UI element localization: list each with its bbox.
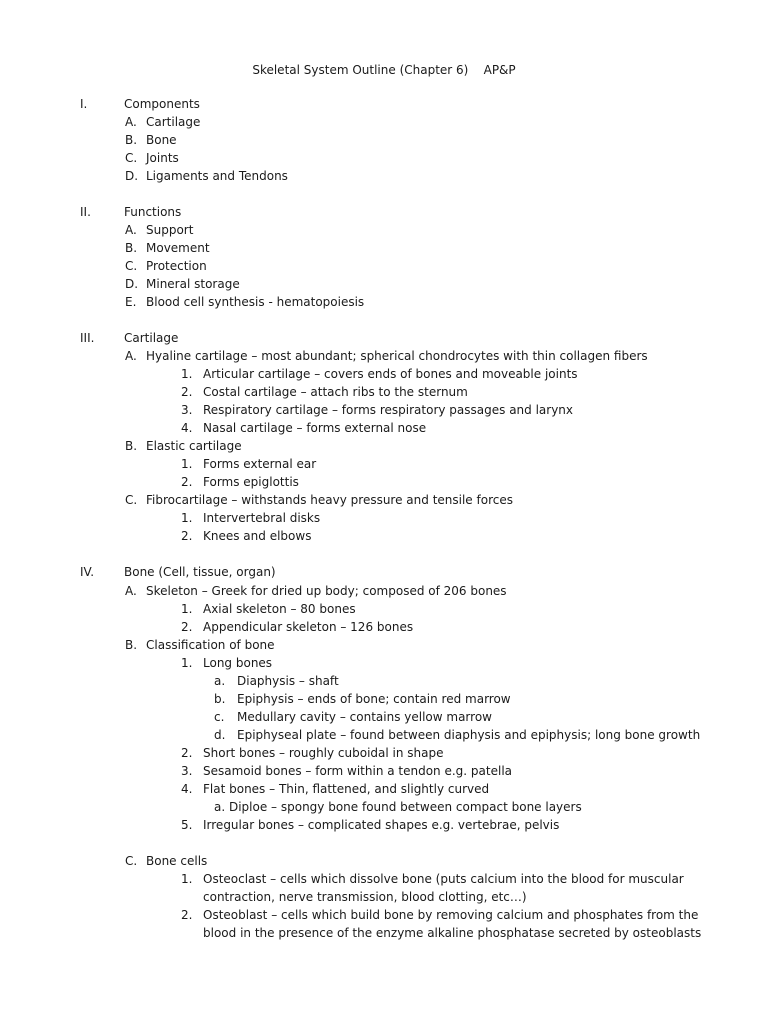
item-text: Elastic cartilage bbox=[146, 439, 242, 453]
list-item bbox=[181, 600, 356, 618]
list-item-continuation: contraction, nerve transmission, blood clotting, etc…) bbox=[203, 890, 527, 904]
section-numeral: II. bbox=[80, 205, 91, 219]
item-text: Intervertebral disks bbox=[203, 511, 321, 525]
list-item bbox=[181, 455, 316, 473]
item-text: Short bones – roughly cuboidal in shape bbox=[203, 746, 444, 760]
item-text: Axial skeleton – 80 bones bbox=[203, 602, 356, 616]
list-item bbox=[125, 167, 288, 185]
item-text: Classification of bone bbox=[146, 638, 275, 652]
item-text: Mineral storage bbox=[146, 277, 240, 291]
list-item bbox=[181, 473, 299, 491]
item-marker: B. bbox=[125, 638, 138, 652]
item-text: Costal cartilage – attach ribs to the sternum bbox=[203, 385, 468, 399]
list-item bbox=[125, 113, 200, 131]
section-heading bbox=[80, 95, 200, 113]
list-item bbox=[181, 816, 559, 834]
list-item bbox=[181, 509, 320, 527]
list-item bbox=[125, 257, 207, 275]
item-marker: 3. bbox=[181, 764, 193, 778]
list-item bbox=[125, 852, 207, 870]
list-item: a. Diploe – spongy bone found between compact bone layers bbox=[214, 800, 582, 814]
section-title: Cartilage bbox=[124, 331, 179, 345]
item-text: Epiphyseal plate – found between diaphysis and epiphysis; long bone growth bbox=[237, 728, 701, 742]
item-text: Protection bbox=[146, 259, 207, 273]
item-marker: 1. bbox=[181, 367, 193, 381]
item-marker: d. bbox=[214, 728, 226, 742]
item-marker: C. bbox=[125, 854, 138, 868]
item-text: Appendicular skeleton – 126 bones bbox=[203, 620, 414, 634]
item-text: Hyaline cartilage – most abundant; spherical chondrocytes with thin collagen fibers bbox=[146, 349, 648, 363]
item-text: Medullary cavity – contains yellow marrow bbox=[237, 710, 492, 724]
list-item bbox=[214, 708, 492, 726]
section-numeral: I. bbox=[80, 97, 88, 111]
item-marker: C. bbox=[125, 493, 138, 507]
item-marker: 2. bbox=[181, 746, 193, 760]
list-item-continuation: blood in the presence of the enzyme alkaline phosphatase secreted by osteoblasts bbox=[203, 926, 702, 940]
item-text: Skeleton – Greek for dried up body; composed of 206 bones bbox=[146, 584, 507, 598]
list-item bbox=[125, 131, 177, 149]
item-text: Ligaments and Tendons bbox=[146, 169, 288, 183]
section-title: Functions bbox=[124, 205, 182, 219]
item-marker: 2. bbox=[181, 475, 193, 489]
item-text: Osteoblast – cells which build bone by removing calcium and phosphates from the bbox=[203, 908, 699, 922]
list-item bbox=[181, 870, 684, 888]
item-text: Nasal cartilage – forms external nose bbox=[203, 421, 427, 435]
item-marker: 1. bbox=[181, 511, 193, 525]
item-marker: 1. bbox=[181, 457, 193, 471]
list-item bbox=[214, 672, 339, 690]
item-text: Osteoclast – cells which dissolve bone (puts calcium into the blood for muscular bbox=[203, 872, 684, 886]
item-text: Diaphysis – shaft bbox=[237, 674, 339, 688]
item-marker: 4. bbox=[181, 421, 193, 435]
list-item bbox=[181, 527, 311, 545]
page-title: Skeletal System Outline (Chapter 6) AP&P bbox=[252, 63, 516, 77]
list-item bbox=[125, 239, 210, 257]
item-marker: 2. bbox=[181, 385, 193, 399]
item-text: Forms epiglottis bbox=[203, 475, 299, 489]
item-marker: B. bbox=[125, 439, 138, 453]
item-text: Epiphysis – ends of bone; contain red marrow bbox=[237, 692, 511, 706]
list-item bbox=[125, 437, 242, 455]
section-title: Bone (Cell, tissue, organ) bbox=[124, 565, 276, 579]
list-item bbox=[214, 726, 700, 744]
item-text: Cartilage bbox=[146, 115, 201, 129]
item-marker: 4. bbox=[181, 782, 193, 796]
item-text: Blood cell synthesis - hematopoiesis bbox=[146, 295, 365, 309]
item-marker: E. bbox=[125, 295, 137, 309]
list-item bbox=[181, 762, 512, 780]
list-item bbox=[125, 221, 193, 239]
item-marker: A. bbox=[125, 223, 137, 237]
list-item bbox=[125, 347, 648, 365]
list-item bbox=[181, 419, 426, 437]
item-marker: C. bbox=[125, 259, 138, 273]
item-marker: A. bbox=[125, 115, 137, 129]
list-item bbox=[181, 654, 272, 672]
item-text: Joints bbox=[146, 151, 179, 165]
list-item bbox=[125, 149, 179, 167]
section-heading bbox=[80, 563, 276, 581]
item-text: Fibrocartilage – withstands heavy pressure and tensile forces bbox=[146, 493, 513, 507]
list-item bbox=[125, 293, 364, 311]
list-item bbox=[125, 582, 507, 600]
list-item bbox=[181, 744, 444, 762]
item-marker: 3. bbox=[181, 403, 193, 417]
list-item bbox=[181, 365, 578, 383]
list-item bbox=[181, 780, 489, 798]
section-heading bbox=[80, 203, 181, 221]
item-text: Forms external ear bbox=[203, 457, 317, 471]
section-numeral: III. bbox=[80, 331, 95, 345]
item-marker: 2. bbox=[181, 529, 193, 543]
section-title: Components bbox=[124, 97, 200, 111]
item-text: Sesamoid bones – form within a tendon e.g. patella bbox=[203, 764, 512, 778]
item-marker: B. bbox=[125, 241, 138, 255]
section-heading bbox=[80, 329, 178, 347]
item-text: Support bbox=[146, 223, 194, 237]
item-text: Knees and elbows bbox=[203, 529, 312, 543]
item-marker: 2. bbox=[181, 620, 193, 634]
item-text: Respiratory cartilage – forms respiratory passages and larynx bbox=[203, 403, 574, 417]
list-item bbox=[125, 636, 275, 654]
item-marker: 1. bbox=[181, 602, 193, 616]
item-text: Irregular bones – complicated shapes e.g. vertebrae, pelvis bbox=[203, 818, 560, 832]
item-marker: D. bbox=[125, 277, 139, 291]
item-marker: C. bbox=[125, 151, 138, 165]
list-item bbox=[181, 618, 413, 636]
item-marker: b. bbox=[214, 692, 226, 706]
item-text: Bone bbox=[146, 133, 177, 147]
list-item bbox=[214, 690, 511, 708]
item-marker: A. bbox=[125, 349, 137, 363]
list-item bbox=[125, 275, 240, 293]
item-marker: 1. bbox=[181, 872, 193, 886]
list-item bbox=[125, 491, 513, 509]
list-item bbox=[181, 906, 698, 924]
list-item bbox=[181, 401, 573, 419]
item-text: Movement bbox=[146, 241, 210, 255]
section-numeral: IV. bbox=[80, 565, 95, 579]
item-text: Flat bones – Thin, flattened, and slightly curved bbox=[203, 782, 490, 796]
item-marker: a. bbox=[214, 674, 226, 688]
item-text: Articular cartilage – covers ends of bones and moveable joints bbox=[203, 367, 578, 381]
item-marker: B. bbox=[125, 133, 138, 147]
item-marker: 5. bbox=[181, 818, 193, 832]
item-marker: 1. bbox=[181, 656, 193, 670]
item-text: Long bones bbox=[203, 656, 273, 670]
item-text: Bone cells bbox=[146, 854, 208, 868]
item-marker: 2. bbox=[181, 908, 193, 922]
item-marker: c. bbox=[214, 710, 225, 724]
item-marker: D. bbox=[125, 169, 139, 183]
item-marker: A. bbox=[125, 584, 137, 598]
list-item bbox=[181, 383, 468, 401]
